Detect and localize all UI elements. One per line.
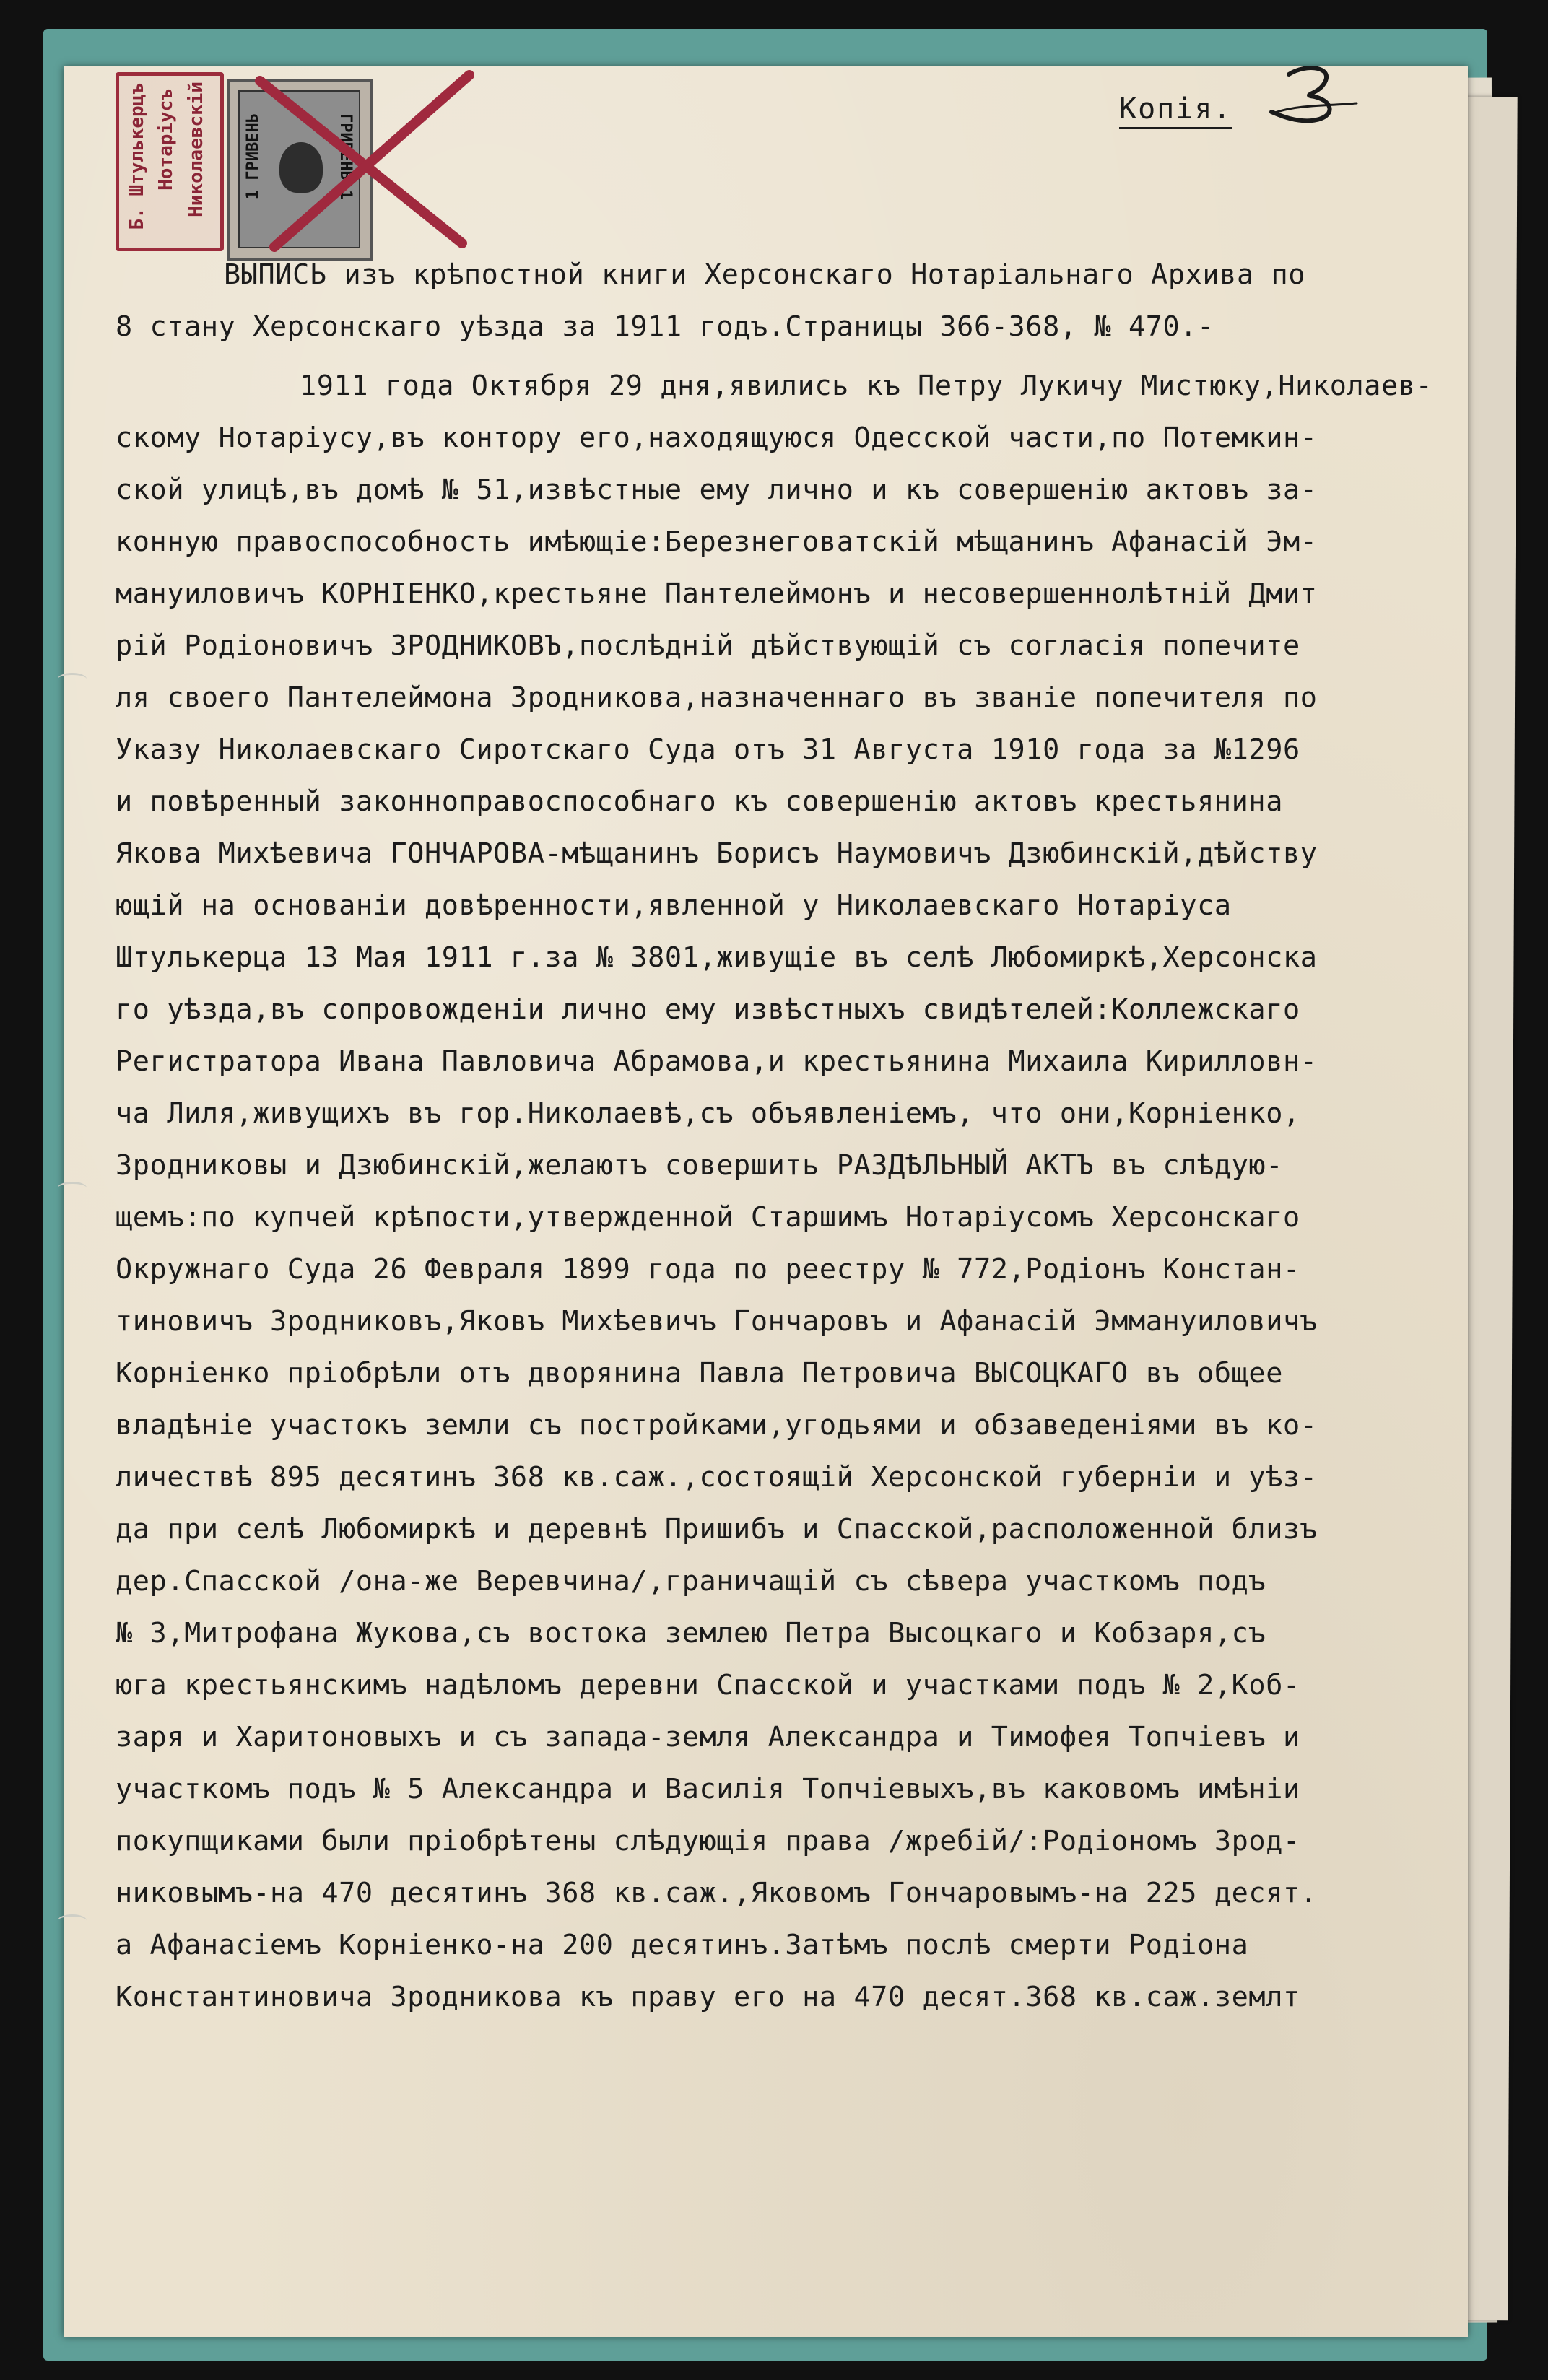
text-line: да при селѣ Любомиркѣ и деревнѣ Пришибъ и Спасской,расположенной близъ (116, 1513, 1318, 1546)
text-line: рій Родіоновичъ ЗРОДНИКОВЪ,послѣдній дѣйствующій съ согласія попечите (116, 629, 1300, 662)
seal-text: Б. Штулькерцъ (126, 83, 148, 230)
text-line: юга крестьянскимъ надѣломъ деревни Спасской и участками подъ № 2,Коб- (116, 1669, 1300, 1701)
text-line: ской улицѣ,въ домѣ № 51,извѣстные ему лично и къ совершенію актовъ за- (116, 474, 1318, 506)
document-body (116, 249, 1433, 2023)
text-line: щемъ:по купчей крѣпости,утвержденной Старшимъ Нотаріусомъ Херсонскаго (116, 1201, 1300, 1234)
text-line: Указу Николаевскаго Сиротскаго Суда отъ 31 Августа 1910 года за №1296 (116, 733, 1300, 766)
text-line: Корніенко пріобрѣли отъ дворянина Павла Петровича ВЫСОЦКАГО въ общее (116, 1357, 1283, 1390)
revenue-stamp-text: 1 ГРИВЕНЬ (244, 113, 262, 200)
copy-label (1119, 92, 1232, 129)
text-line: личествѣ 895 десятинъ 368 кв.саж.,состоящій Херсонской губерніи и уѣз- (116, 1461, 1318, 1494)
text-line: мануиловичъ КОРНІЕНКО,крестьяне Пантелеймонъ и несовершеннолѣтній Дмит (116, 577, 1318, 610)
text-line: и повѣренный законноправоспособнаго къ совершенію актовъ крестьянина (116, 785, 1283, 818)
text-line: 8 стану Херсонскаго уѣзда за 1911 годъ.Страницы 366-368, № 470.- (116, 310, 1214, 343)
text-line: Штулькерца 13 Мая 1911 г.за № 3801,живущіе въ селѣ Любомиркѣ,Херсонска (116, 941, 1318, 974)
binding-thread (58, 673, 87, 685)
text-line: покупщиками были пріобрѣтены слѣдующія права /жребій/:Родіономъ Зрод- (116, 1825, 1300, 1857)
text-line: дер.Спасской /она-же Веревчина/,граничащій съ сѣвера участкомъ подъ (116, 1565, 1266, 1597)
text-line: скому Нотаріусу,въ контору его,находящуюся Одесской части,по Потемкин- (116, 422, 1318, 454)
cancellation-cross-icon (245, 66, 484, 254)
binding-thread (58, 1914, 87, 1927)
notary-seal-stamp (116, 72, 224, 251)
text-line: Окружнаго Суда 26 Февраля 1899 года по реестру № 772,Родіонъ Констан- (116, 1253, 1300, 1286)
binding-thread (58, 1182, 87, 1194)
folio-number-handwritten (1267, 61, 1361, 130)
seal-text: Нотаріусъ (155, 89, 177, 191)
text-line: Константиновича Зродникова къ праву его на 470 десят.368 кв.саж.землт (116, 1981, 1300, 2013)
document-heading: ВЫПИСЬ изъ крѣпостной книги Херсонскаго Нотаріальнаго Архива по (224, 258, 1306, 291)
text-line: Зродниковы и Дзюбинскій,желаютъ совершить РАЗДѢЛЬНЫЙ АКТЪ въ слѣдую- (116, 1149, 1283, 1182)
text-line: 1911 года Октября 29 дня,явились къ Петру Лукичу Мистюку,Николаев- (300, 370, 1433, 402)
text-line: а Афанасіемъ Корніенко-на 200 десятинъ.Затѣмъ послѣ смерти Родіона (116, 1929, 1249, 1961)
text-line: ющій на основаніи довѣренности,явленной у Николаевскаго Нотаріуса (116, 889, 1232, 922)
text-line: заря и Харитоновыхъ и съ запада-земля Александра и Тимофея Топчіевъ и (116, 1721, 1300, 1753)
text-line: никовымъ-на 470 десятинъ 368 кв.саж.,Яковомъ Гончаровымъ-на 225 десят. (116, 1877, 1318, 1909)
revenue-stamp-text: ГРИВЕНЬ 1 (336, 113, 355, 200)
text-line: ля своего Пантелеймона Зродникова,назначеннаго въ званіе попечителя по (116, 681, 1318, 714)
text-line: го уѣзда,въ сопровожденіи лично ему извѣстныхъ свидѣтелей:Коллежскаго (116, 993, 1300, 1026)
text-line: конную правоспособность имѣющіе:Березнеговатскій мѣщанинъ Афанасій Эм- (116, 526, 1318, 558)
text-line: участкомъ подъ № 5 Александра и Василія Топчіевыхъ,въ каковомъ имѣніи (116, 1773, 1300, 1805)
text-line: тиновичъ Зродниковъ,Яковъ Михѣевичъ Гончаровъ и Афанасій Эммануиловичъ (116, 1305, 1318, 1338)
copy-label-text: Копія. (1119, 92, 1232, 129)
text-line: № 3,Митрофана Жукова,съ востока землею Петра Высоцкаго и Кобзаря,съ (116, 1617, 1266, 1649)
text-line: ча Лиля,живущихъ въ гор.Николаевѣ,съ объявленіемъ, что они,Корніенко, (116, 1097, 1300, 1130)
seal-text: Николаевскій (186, 82, 207, 217)
text-line: владѣніе участокъ земли съ постройками,угодьями и обзаведеніями въ ко- (116, 1409, 1318, 1442)
text-line: Якова Михѣевича ГОНЧАРОВА-мѣщанинъ Борисъ Наумовичъ Дзюбинскій,дѣйству (116, 837, 1318, 870)
text-line: Регистратора Ивана Павловича Абрамова,и крестьянина Михаила Кирилловн- (116, 1045, 1318, 1078)
